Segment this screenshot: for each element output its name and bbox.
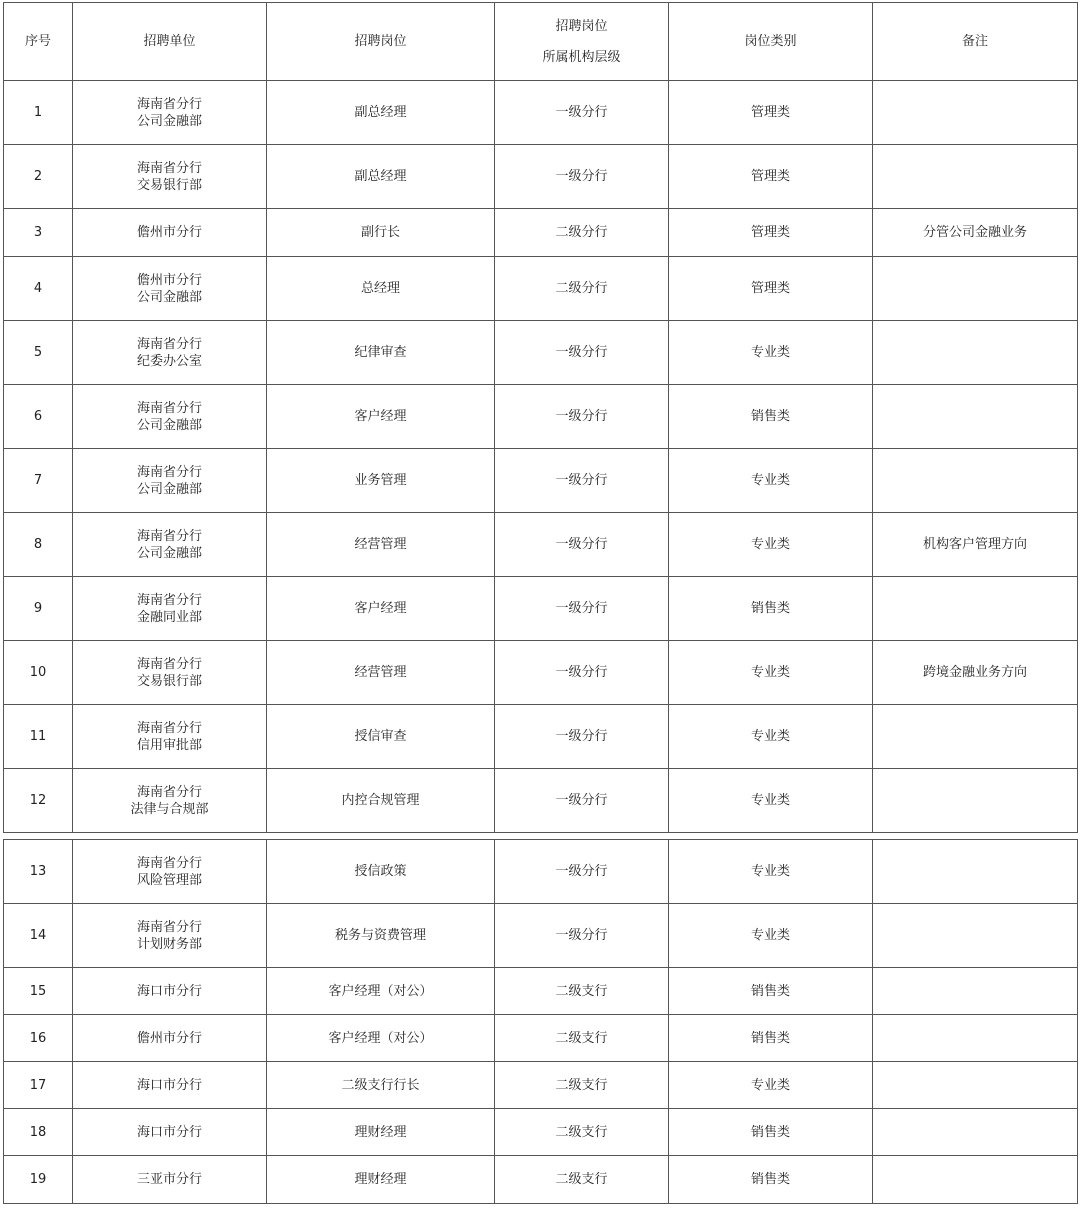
cell-post: 副总经理 [267, 145, 495, 209]
cell-unit-line1: 海南省分行 [136, 720, 202, 736]
cell-category: 管理类 [669, 81, 873, 145]
cell-post: 理财经理 [267, 1156, 495, 1204]
cell-post: 授信政策 [267, 840, 495, 904]
cell-unit-line1: 海南省分行 [136, 400, 202, 416]
cell-remark [873, 1109, 1078, 1156]
cell-level: 一级分行 [495, 449, 669, 513]
cell-seq: 9 [4, 577, 73, 641]
cell-seq: 10 [4, 641, 73, 705]
header-level-line1: 招聘岗位 [555, 18, 608, 34]
cell-unit [73, 1156, 267, 1204]
cell-seq: 16 [4, 1015, 73, 1062]
cell-level: 一级分行 [495, 81, 669, 145]
header-row [4, 3, 1078, 81]
table-row [4, 1062, 1078, 1109]
cell-remark [873, 385, 1078, 449]
cell-remark [873, 257, 1078, 321]
cell-level: 一级分行 [495, 321, 669, 385]
cell-post: 客户经理（对公） [267, 1015, 495, 1062]
cell-post: 副总经理 [267, 81, 495, 145]
cell-level: 二级支行 [495, 1062, 669, 1109]
header-unit: 招聘单位 [73, 3, 267, 81]
cell-unit [73, 840, 267, 904]
cell-remark: 分管公司金融业务 [873, 209, 1078, 257]
cell-category: 管理类 [669, 145, 873, 209]
cell-unit-line1: 海南省分行 [136, 656, 202, 672]
cell-seq: 18 [4, 1109, 73, 1156]
table-row [4, 904, 1078, 968]
cell-unit-line2: 计划财务部 [136, 936, 202, 952]
cell-seq: 4 [4, 257, 73, 321]
cell-remark [873, 904, 1078, 968]
cell-unit [73, 705, 267, 769]
table-row [4, 321, 1078, 385]
cell-post: 理财经理 [267, 1109, 495, 1156]
cell-unit-line2: 法律与合规部 [130, 801, 209, 817]
cell-level: 二级支行 [495, 1109, 669, 1156]
cell-unit [73, 81, 267, 145]
cell-unit [73, 641, 267, 705]
cell-level: 一级分行 [495, 577, 669, 641]
cell-seq: 7 [4, 449, 73, 513]
cell-unit-line1: 海南省分行 [136, 96, 202, 112]
cell-remark [873, 1015, 1078, 1062]
cell-remark [873, 577, 1078, 641]
table-row [4, 145, 1078, 209]
table-row [4, 385, 1078, 449]
cell-remark [873, 449, 1078, 513]
cell-category: 销售类 [669, 1109, 873, 1156]
cell-unit-line2: 风险管理部 [136, 872, 202, 888]
cell-seq: 2 [4, 145, 73, 209]
header-level-line2: 所属机构层级 [542, 49, 621, 65]
cell-category: 专业类 [669, 641, 873, 705]
cell-seq: 11 [4, 705, 73, 769]
cell-level: 二级分行 [495, 257, 669, 321]
cell-category: 专业类 [669, 769, 873, 833]
cell-category: 专业类 [669, 449, 873, 513]
cell-seq: 8 [4, 513, 73, 577]
cell-unit-line2: 交易银行部 [136, 673, 202, 689]
table-row [4, 968, 1078, 1015]
cell-category: 专业类 [669, 904, 873, 968]
cell-unit-line2: 信用审批部 [136, 737, 202, 753]
cell-unit-line2: 金融同业部 [136, 609, 202, 625]
cell-post: 副行长 [267, 209, 495, 257]
cell-category: 销售类 [669, 577, 873, 641]
cell-level: 一级分行 [495, 385, 669, 449]
cell-unit [73, 449, 267, 513]
cell-post: 内控合规管理 [267, 769, 495, 833]
cell-unit [73, 577, 267, 641]
cell-unit-line2: 公司金融部 [136, 545, 202, 561]
cell-unit [73, 1015, 267, 1062]
cell-seq: 13 [4, 840, 73, 904]
cell-category: 专业类 [669, 1062, 873, 1109]
cell-seq: 12 [4, 769, 73, 833]
table-row [4, 1156, 1078, 1204]
table-row [4, 449, 1078, 513]
cell-category: 专业类 [669, 840, 873, 904]
cell-unit [73, 904, 267, 968]
table-row [4, 769, 1078, 833]
cell-unit-line2: 公司金融部 [136, 417, 202, 433]
cell-level: 一级分行 [495, 513, 669, 577]
cell-level: 一级分行 [495, 769, 669, 833]
cell-category: 管理类 [669, 209, 873, 257]
cell-category: 销售类 [669, 1156, 873, 1204]
cell-post: 业务管理 [267, 449, 495, 513]
cell-remark [873, 1062, 1078, 1109]
cell-remark [873, 1156, 1078, 1204]
cell-level: 一级分行 [495, 840, 669, 904]
cell-unit-line1: 海南省分行 [136, 855, 202, 871]
table-row [4, 641, 1078, 705]
cell-unit [73, 257, 267, 321]
cell-category: 专业类 [669, 513, 873, 577]
cell-level: 一级分行 [495, 705, 669, 769]
cell-level: 二级分行 [495, 209, 669, 257]
cell-unit-line1: 海南省分行 [136, 160, 202, 176]
cell-unit-line1: 儋州市分行 [136, 225, 202, 240]
cell-unit-line1: 海南省分行 [136, 528, 202, 544]
cell-unit-line1: 海口市分行 [136, 1124, 202, 1140]
cell-unit-line1: 海南省分行 [136, 919, 202, 935]
cell-category: 专业类 [669, 705, 873, 769]
cell-seq: 15 [4, 968, 73, 1015]
table-row [4, 81, 1078, 145]
cell-unit [73, 769, 267, 833]
table-row [4, 840, 1078, 904]
cell-remark [873, 81, 1078, 145]
cell-category: 专业类 [669, 321, 873, 385]
cell-seq: 17 [4, 1062, 73, 1109]
cell-level: 一级分行 [495, 145, 669, 209]
cell-post: 总经理 [267, 257, 495, 321]
cell-remark [873, 321, 1078, 385]
cell-post: 客户经理（对公） [267, 968, 495, 1015]
cell-unit [73, 145, 267, 209]
cell-seq: 14 [4, 904, 73, 968]
header-remark: 备注 [873, 3, 1078, 81]
cell-seq: 5 [4, 321, 73, 385]
cell-unit-line2: 纪委办公室 [136, 353, 202, 369]
cell-unit [73, 321, 267, 385]
cell-seq: 3 [4, 209, 73, 257]
cell-category: 管理类 [669, 257, 873, 321]
cell-seq: 1 [4, 81, 73, 145]
cell-post: 纪律审查 [267, 321, 495, 385]
cell-remark [873, 968, 1078, 1015]
cell-seq: 6 [4, 385, 73, 449]
cell-post: 二级支行行长 [267, 1062, 495, 1109]
cell-unit-line2: 公司金融部 [136, 481, 202, 497]
cell-unit-line1: 海南省分行 [136, 336, 202, 352]
cell-unit [73, 385, 267, 449]
cell-seq: 19 [4, 1156, 73, 1204]
table-row [4, 577, 1078, 641]
table-row [4, 513, 1078, 577]
cell-level: 二级支行 [495, 968, 669, 1015]
cell-remark [873, 840, 1078, 904]
cell-remark: 跨境金融业务方向 [873, 641, 1078, 705]
cell-remark: 机构客户管理方向 [873, 513, 1078, 577]
cell-unit [73, 968, 267, 1015]
cell-level: 二级支行 [495, 1015, 669, 1062]
cell-unit [73, 1109, 267, 1156]
cell-category: 销售类 [669, 385, 873, 449]
cell-level: 一级分行 [495, 641, 669, 705]
cell-unit-line1: 海南省分行 [136, 592, 202, 608]
cell-category: 销售类 [669, 968, 873, 1015]
cell-unit-line1: 儋州市分行 [136, 1030, 202, 1046]
cell-unit-line2: 公司金融部 [136, 289, 202, 305]
cell-unit-line1: 海口市分行 [136, 983, 202, 999]
cell-post: 客户经理 [267, 385, 495, 449]
cell-unit-line2: 公司金融部 [136, 113, 202, 129]
cell-unit-line1: 海南省分行 [136, 784, 202, 800]
cell-level: 一级分行 [495, 904, 669, 968]
table-row [4, 209, 1078, 257]
cell-unit-line1: 海南省分行 [136, 464, 202, 480]
cell-unit-line2: 交易银行部 [136, 177, 202, 193]
cell-post: 客户经理 [267, 577, 495, 641]
header-seq: 序号 [4, 3, 73, 81]
cell-remark [873, 705, 1078, 769]
cell-post: 经营管理 [267, 513, 495, 577]
cell-unit-line1: 儋州市分行 [136, 272, 202, 288]
cell-unit [73, 1062, 267, 1109]
header-post: 招聘岗位 [267, 3, 495, 81]
cell-unit [73, 209, 267, 257]
cell-level: 二级支行 [495, 1156, 669, 1204]
recruitment-table-part2 [3, 839, 1078, 1204]
recruitment-table-part1 [3, 2, 1078, 833]
cell-post: 税务与资费管理 [267, 904, 495, 968]
cell-post: 授信审查 [267, 705, 495, 769]
cell-remark [873, 769, 1078, 833]
cell-unit-line1: 海口市分行 [136, 1077, 202, 1093]
cell-unit-line1: 三亚市分行 [136, 1172, 202, 1187]
header-category: 岗位类别 [669, 3, 873, 81]
cell-remark [873, 145, 1078, 209]
table-row [4, 1015, 1078, 1062]
cell-category: 销售类 [669, 1015, 873, 1062]
cell-post: 经营管理 [267, 641, 495, 705]
cell-unit [73, 513, 267, 577]
header-level [495, 3, 669, 81]
table-row [4, 705, 1078, 769]
table-row [4, 1109, 1078, 1156]
table-row [4, 257, 1078, 321]
